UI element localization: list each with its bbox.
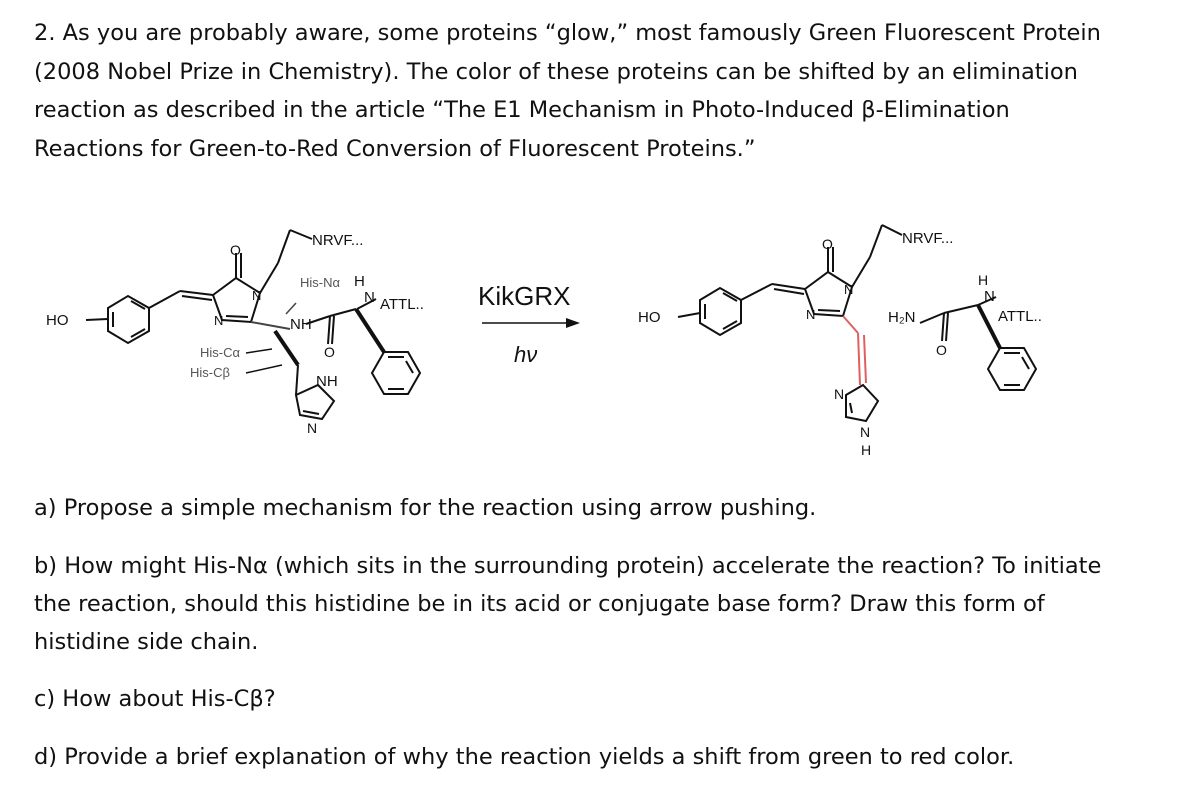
his-cb-label: His-Cβ [190, 365, 230, 380]
product-ring-n1-label: N [844, 282, 854, 297]
part-b [34, 547, 1101, 661]
part-d: d) Provide a brief explanation of why the reaction yields a shift from green to red color. [34, 744, 1015, 770]
product-imidazole-h-label: H [861, 442, 872, 458]
ho-label: HO [46, 312, 69, 329]
product-h-label: H [978, 272, 989, 288]
product-structure [678, 225, 1036, 421]
reactant-structure [86, 230, 420, 419]
part-c: c) How about His-Cβ? [34, 686, 276, 712]
h2n-label: H₂N [888, 309, 916, 326]
product-ring-n2-label: N [806, 307, 816, 322]
product-n-label: N [984, 288, 995, 305]
nh-label: NH [290, 316, 312, 333]
product-nrvf-label: NRVF... [902, 230, 954, 247]
h-label: H [354, 273, 365, 290]
intro-line: Reactions for Green-to-Red Conversion of Fluorescent Proteins.” [34, 135, 756, 162]
attl-label: ATTL.. [380, 296, 424, 313]
product-imidazole-nh-label: N [860, 424, 871, 440]
part-b-line: the reaction, should this histidine be in its acid or conjugate base form? Draw this form of [34, 591, 1045, 617]
intro-line: reaction as described in the article “The E1 Mechanism in Photo-Induced β-Elimination [34, 97, 1010, 123]
product-labels [638, 230, 1042, 458]
intro-line: 2. As you are probably aware, some proteins “glow,” most famously Green Fluorescent Protein [34, 20, 1101, 46]
part-a: a) Propose a simple mechanism for the reaction using arrow pushing. [34, 495, 817, 521]
imidazole-nh-label: NH [316, 373, 338, 390]
product-amide-o-label: O [936, 342, 947, 358]
intro-line: (2008 Nobel Prize in Chemistry). The color of these proteins can be shifted by an elimination [34, 58, 1078, 85]
catalyst-label: KikGRX [478, 281, 571, 311]
product-carbonyl-o-label: O [822, 236, 833, 252]
reaction-figure [0, 205, 1200, 475]
his-na-label: His-Nα [300, 275, 341, 290]
amide-o-label: O [324, 344, 335, 360]
part-b-line: b) How might His-Nα (which sits in the surrounding protein) accelerate the reaction? To initiate [34, 553, 1102, 579]
imidazole-n-label: N [307, 420, 318, 436]
phenol-ring [108, 296, 149, 343]
product-imidazole-n-label: N [834, 386, 845, 402]
arrow-head [566, 318, 580, 328]
carbonyl-o-label: O [230, 242, 241, 258]
ring-n1-label: N [252, 288, 262, 303]
question-intro [34, 14, 1174, 168]
product-ho-label: HO [638, 309, 661, 326]
light-label: hν [514, 342, 538, 367]
his-ca-label: His-Cα [200, 345, 241, 360]
product-phenol-ring [700, 288, 741, 335]
part-b-line: histidine side chain. [34, 629, 259, 655]
reaction-arrow [478, 281, 580, 367]
reactant-labels [46, 232, 424, 436]
product-attl-label: ATTL.. [998, 308, 1042, 325]
n-label: N [364, 289, 375, 306]
reaction-scheme [0, 205, 1200, 475]
nrvf-label: NRVF... [312, 232, 364, 249]
ring-n2-label: N [214, 313, 224, 328]
